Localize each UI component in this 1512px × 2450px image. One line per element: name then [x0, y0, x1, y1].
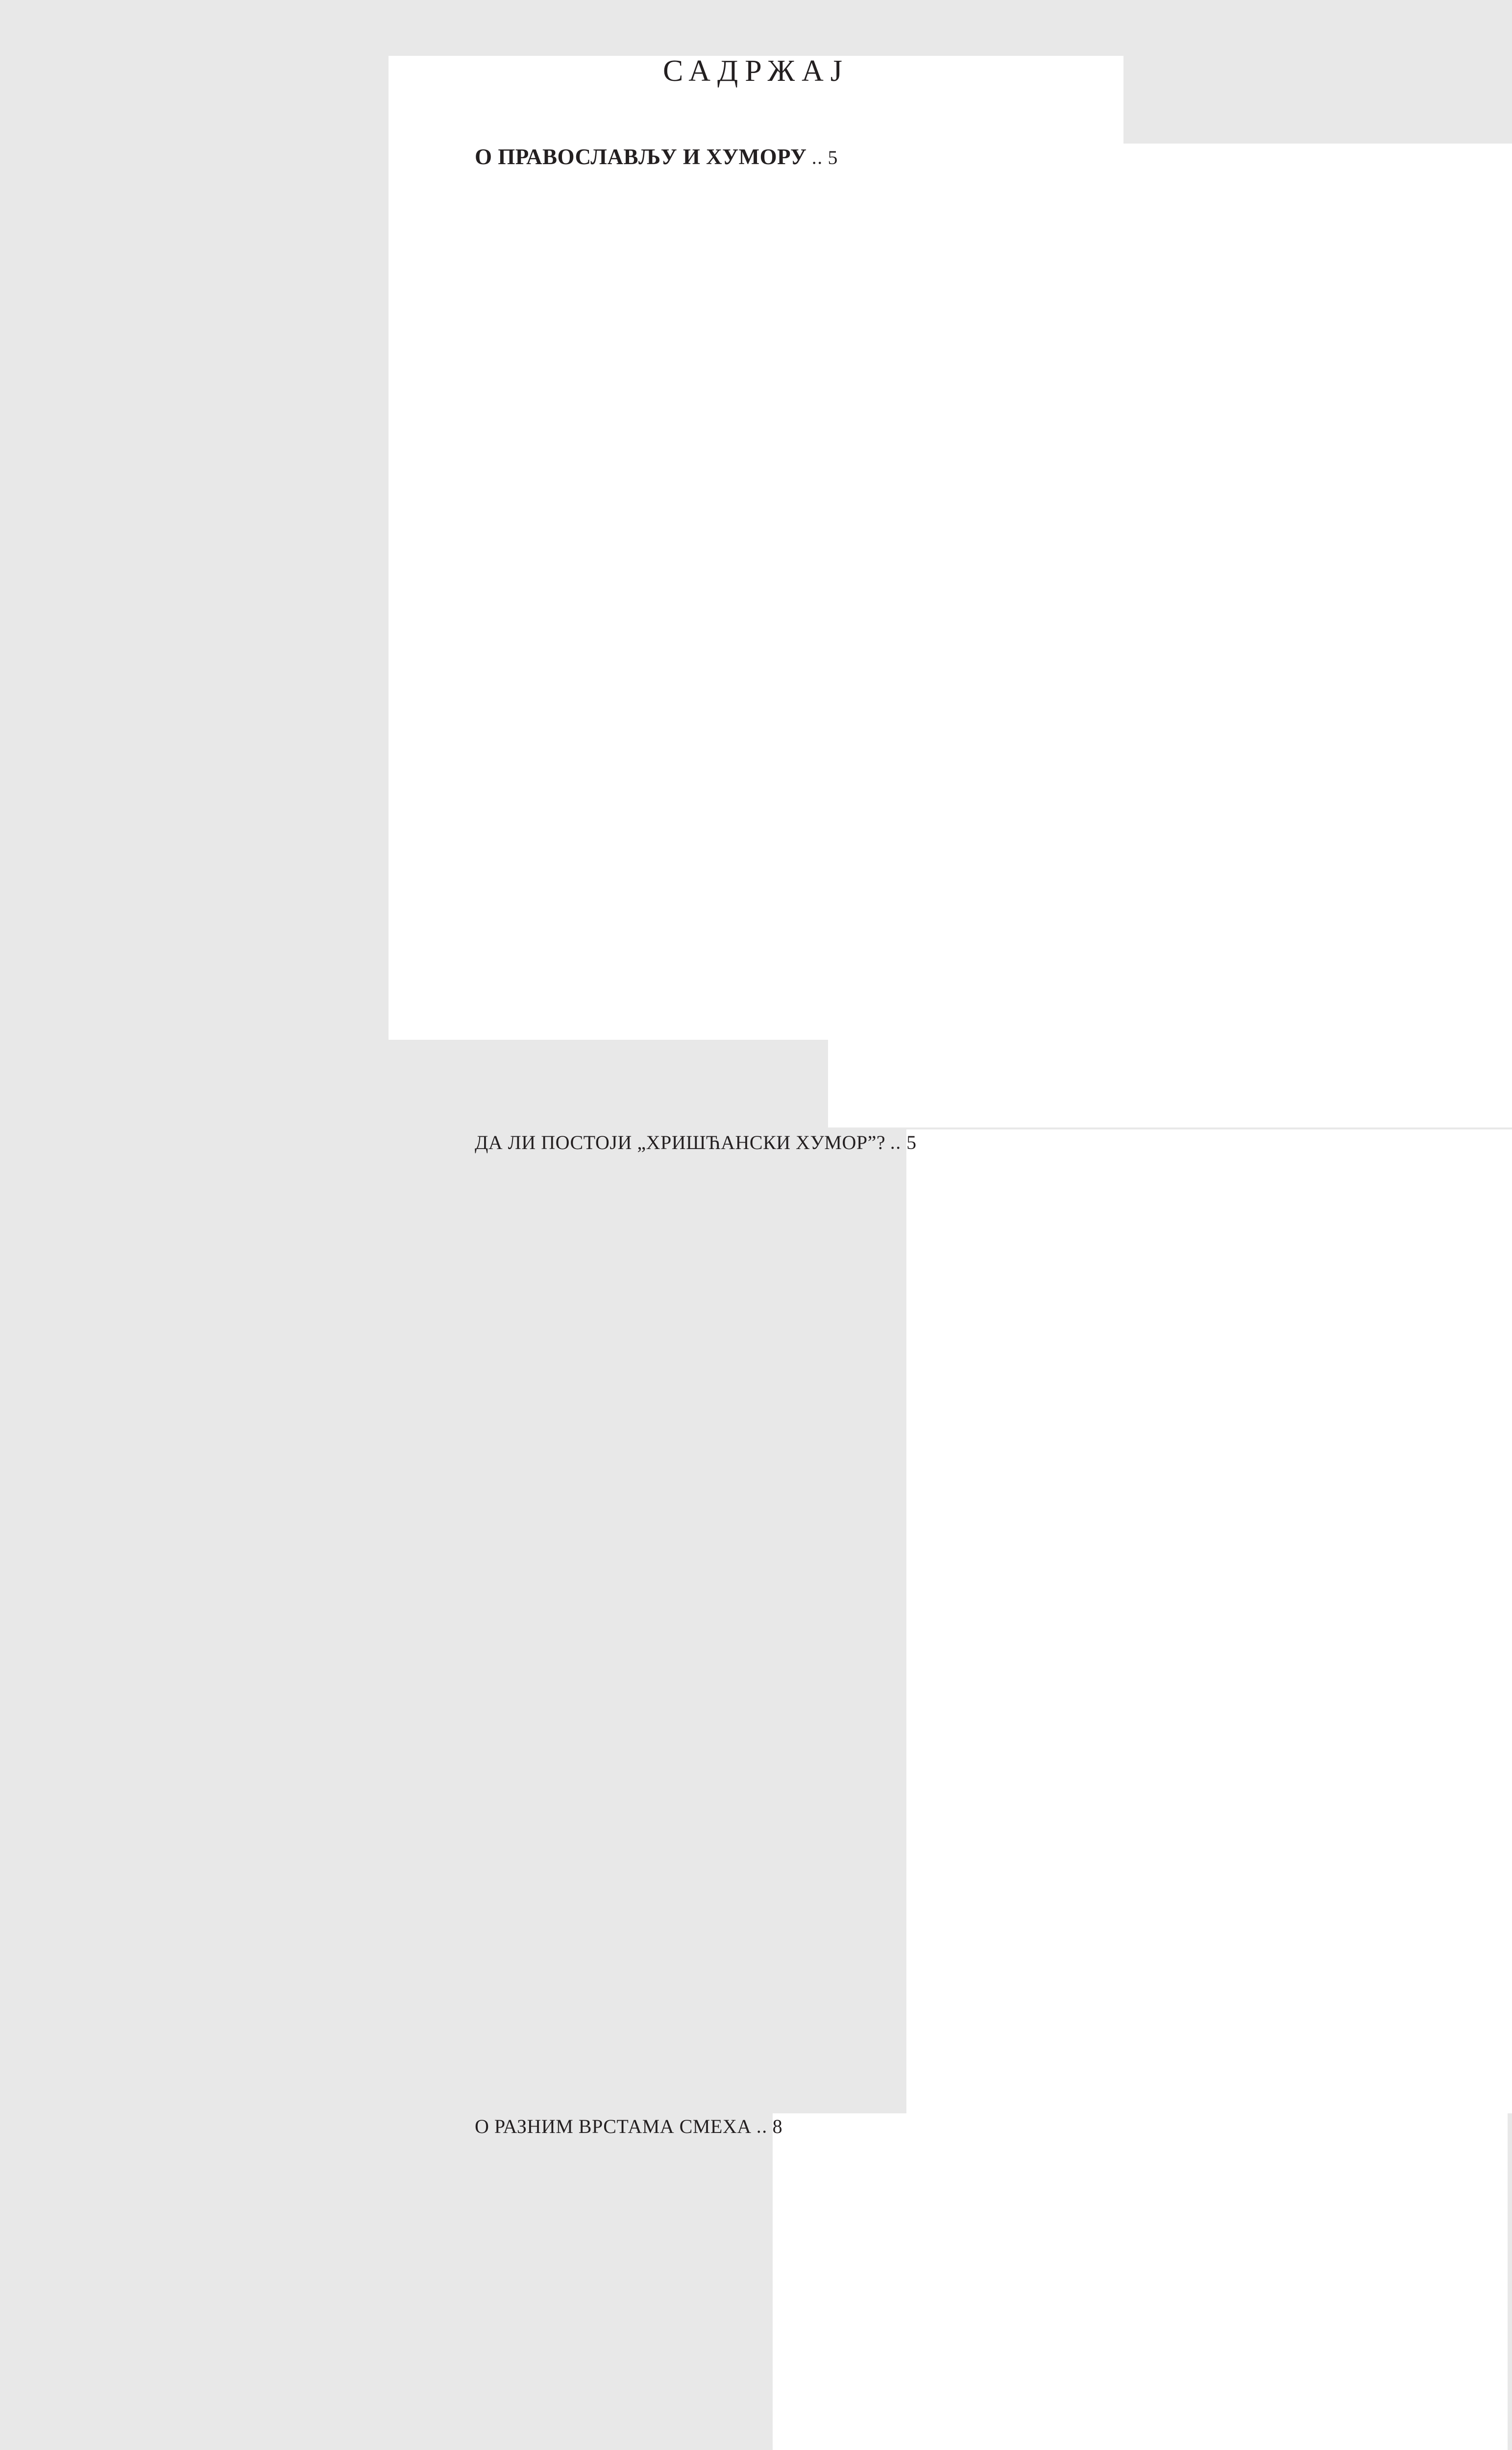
toc-entry-line — [475, 143, 1039, 1127]
dot-leader — [756, 2131, 768, 2133]
toc-entry-label: ДА ЛИ ПОСТОЈИ „ХРИШЋАНСКИ ХУМОР”? — [475, 1131, 886, 1153]
toc-entry — [475, 2113, 1039, 2450]
book-contents-page — [389, 54, 1123, 2137]
toc-entry-label: О РАЗНИМ ВРСТАМА СМЕХА — [475, 2115, 752, 2137]
toc-entry — [475, 143, 1039, 1127]
dot-leader — [890, 1147, 902, 1149]
toc-list — [475, 143, 1039, 2450]
toc-entry-label: О ПРАВОСЛАВЉУ И ХУМОРУ — [475, 145, 807, 169]
page-number: 5 — [828, 144, 1512, 1127]
toc-entry-line — [475, 2113, 1039, 2450]
page-number: 5 — [906, 1129, 1512, 2113]
page-number: 8 — [773, 2113, 1508, 2450]
dot-leader — [811, 162, 823, 164]
toc-entry-line — [475, 1129, 1039, 2113]
page-title: САДРЖАЈ — [662, 54, 850, 88]
toc-entry — [475, 1129, 1039, 2113]
